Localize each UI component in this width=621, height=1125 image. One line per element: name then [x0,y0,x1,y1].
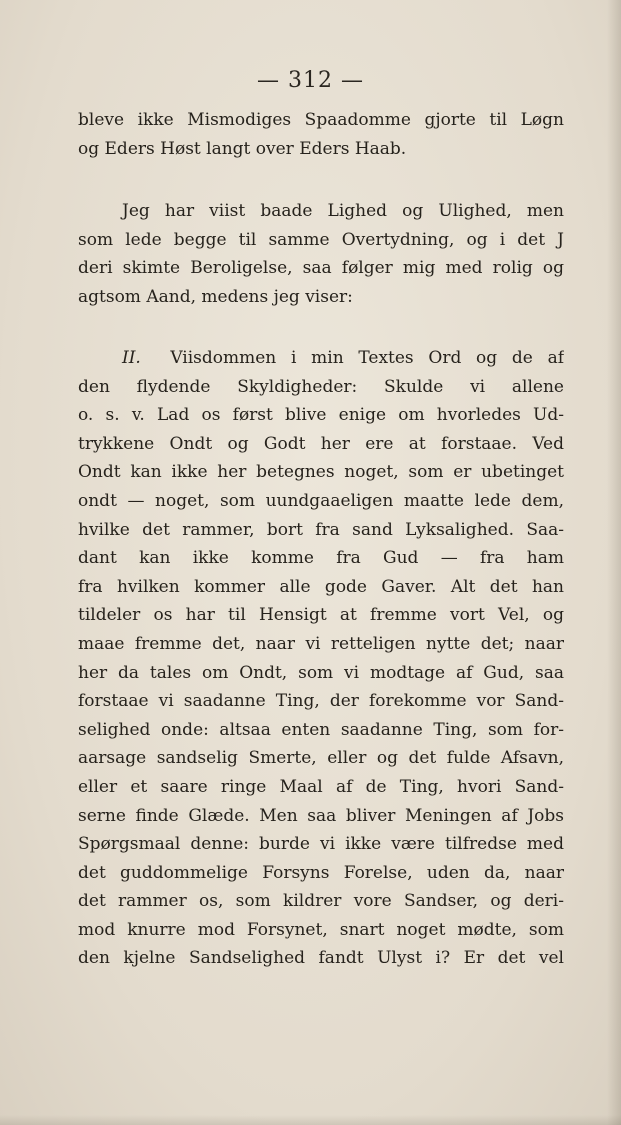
page-edge-shadow-bottom [0,1115,621,1125]
text-line: o. s. v. Lad os først blive enige om hvorledes Ud- [78,405,564,426]
text-line: dant kan ikke komme fra Gud — fra ham [78,548,564,569]
text-line: agtsom Aand, medens jeg viser: [78,286,353,307]
paragraph-2 [78,197,564,311]
text-line: eller et saare ringe Maal af de Ting, hvori Sand- [78,776,564,797]
text-line: det guddommelige Forsyns Forelse, uden da, naar [78,862,564,883]
paragraph-1 [78,106,564,163]
text-line: deri skimte Beroligelse, saa følger mig med rolig og [78,258,564,279]
text-line: og Eders Høst langt over Eders Haab. [78,138,407,159]
text-line: den flydende Skyldigheder: Skulde vi allene [78,376,564,397]
text-line: som lede begge til samme Overtydning, og i det J [78,229,564,250]
text-line: forstaae vi saadanne Ting, der forekomme vor Sand- [78,691,564,712]
text-line: fra hvilken kommer alle gode Gaver. Alt det han [78,576,564,597]
paragraph-3 [78,344,564,973]
text-line: aarsage sandselig Smerte, eller og det fulde Afsavn, [78,748,564,769]
text-line: serne finde Glæde. Men saa bliver Meningen af Jobs [78,805,564,826]
text-line: Ondt kan ikke her betegnes noget, som er ubetinget [78,462,564,483]
text-line: ondt — noget, som uundgaaeligen maatte lede dem, [78,490,564,511]
text-line: maae fremme det, naar vi retteligen nytte det; naar [78,633,564,654]
text-line: mod knurre mod Forsynet, snart noget mødte, som [78,919,564,940]
text-line-first [78,344,564,373]
text-line: det rammer os, som kildrer vore Sandser, og deri- [78,891,564,912]
text-line: hvilke det rammer, bort fra sand Lyksalighed. Saa- [78,519,564,540]
text-line: trykkene Ondt og Godt her ere at forstaae. Ved [78,433,564,454]
text-line: her da tales om Ondt, som vi modtage af Gud, saa [78,662,564,683]
text-line: den kjelne Sandselighed fandt Ulyst i? Er det vel [78,948,564,969]
text-line: Jeg har viist baade Lighed og Ulighed, men [122,201,564,221]
text-line: tildeler os har til Hensigt at fremme vort Vel, og [78,605,564,626]
page-edge-shadow-right [607,0,621,1125]
section-number: II. [122,348,141,368]
text-line: selighed onde: altsaa enten saadanne Ting, som for- [78,719,564,740]
page-number: — 312 — [257,68,364,93]
text-line-content: Viisdommen i min Textes Ord og de af [170,348,564,368]
text-line: bleve ikke Mismodiges Spaadomme gjorte til Løgn [78,110,564,130]
text-line: Spørgsmaal denne: burde vi ikke være tilfredse med [78,834,564,855]
